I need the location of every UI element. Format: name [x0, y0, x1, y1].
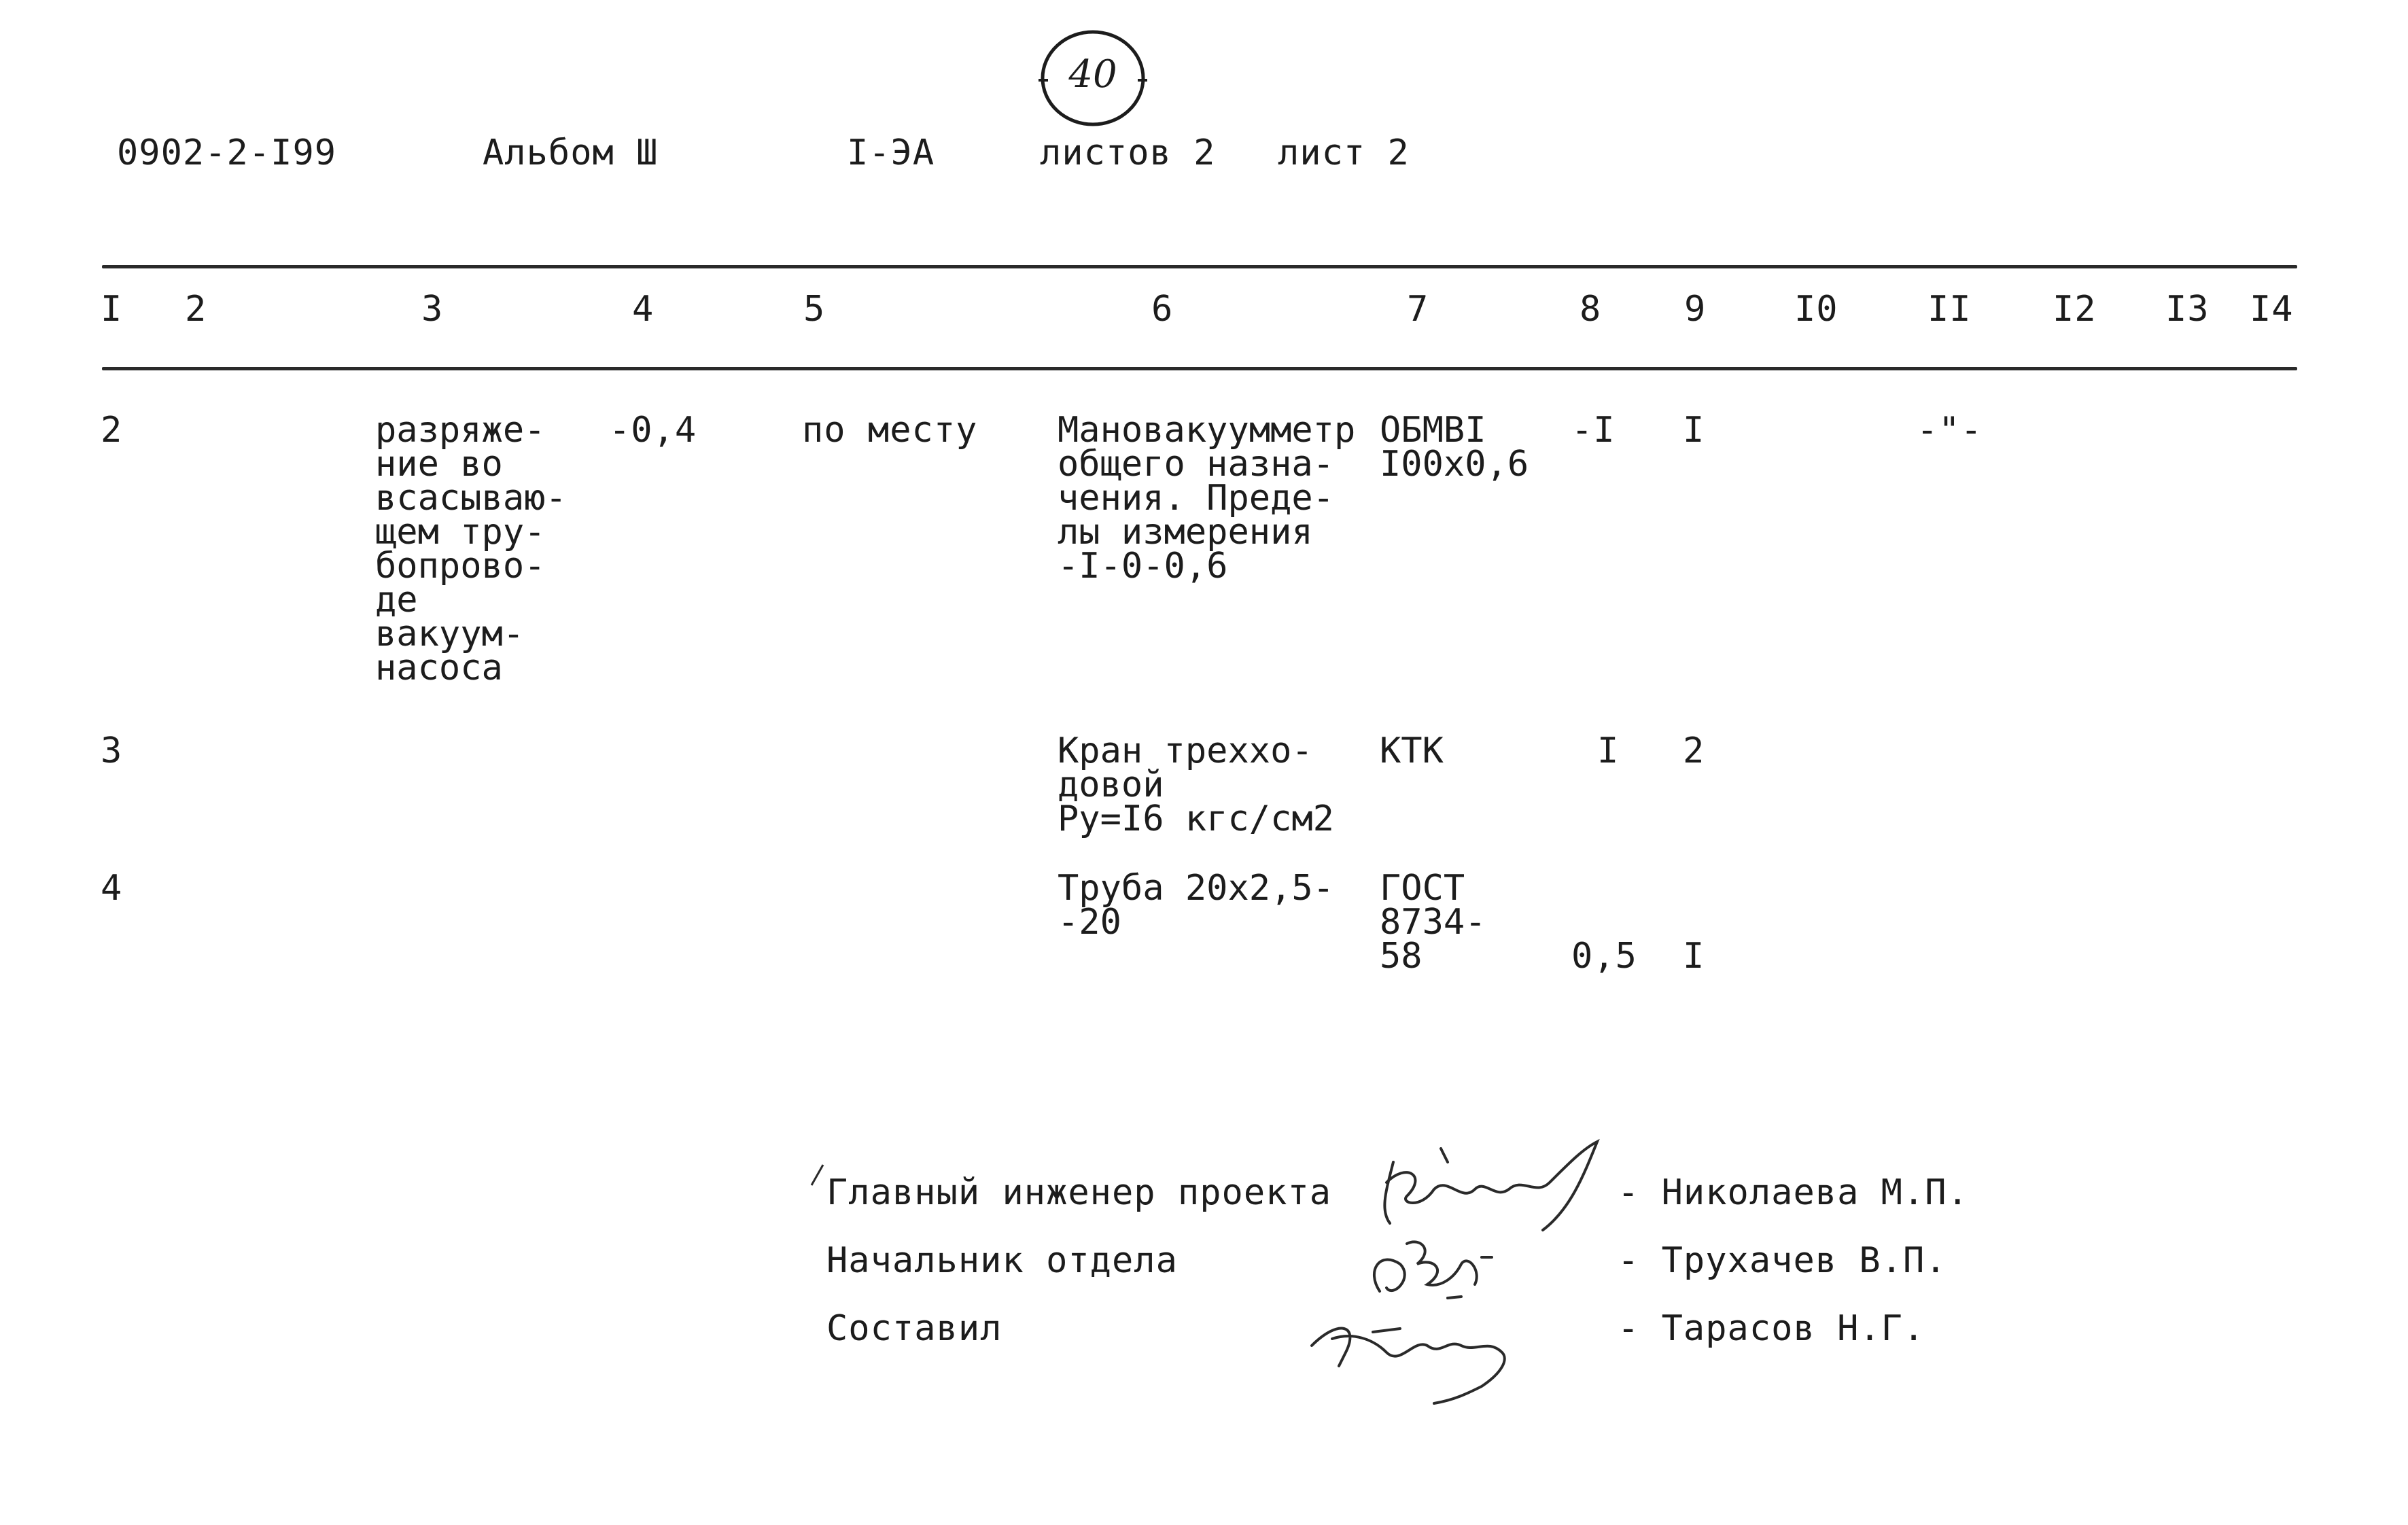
type-line: 58 [1380, 936, 1423, 977]
row-number: 3 [101, 731, 123, 771]
column-header: I [101, 289, 123, 330]
value-cell: -0,4 [609, 410, 697, 451]
signature-name: - Трухачев В.П. [1618, 1240, 1947, 1281]
parameter-line: ние во [375, 444, 503, 485]
row-number: 4 [101, 868, 123, 909]
parameter-line: вакуум- [375, 614, 525, 654]
parameter-line: всасываю- [375, 478, 567, 519]
column-header: 9 [1684, 289, 1707, 330]
place-cell: по месту [802, 410, 978, 451]
column-header: I3 [2165, 289, 2210, 330]
column-header: 8 [1580, 289, 1602, 330]
type-cell [1380, 410, 1529, 485]
signature-name: - Николаева М.П. [1618, 1172, 1969, 1213]
column-header: 2 [185, 289, 207, 330]
sheet-number: лист 2 [1278, 133, 1410, 173]
name-line: чения. Преде- [1058, 478, 1334, 519]
type-cell [1380, 731, 1444, 771]
parameter-line: щем тру- [375, 512, 546, 553]
col8-cell: -I [1571, 410, 1616, 451]
parameter-line: насоса [375, 648, 503, 688]
tick-mark-icon [806, 1162, 826, 1189]
signature-role: Начальник отдела [826, 1240, 1178, 1281]
sheets-total: листов 2 [1040, 133, 1216, 173]
column-header: 7 [1407, 289, 1429, 330]
col11-cell: -"- [1917, 410, 1983, 451]
name-line: Труба 20х2,5- [1058, 868, 1334, 909]
parameter-line: бопрово- [375, 546, 546, 586]
parameter-line: де [375, 580, 418, 620]
column-header: I2 [2053, 289, 2097, 330]
table-top-rule [102, 265, 2297, 268]
mark-label: I-ЭА [847, 133, 935, 173]
column-header: I4 [2250, 289, 2294, 330]
name-line: довой [1058, 765, 1164, 805]
col9-cell: I [1683, 936, 1705, 977]
name-line: Мановакуумметр [1058, 410, 1356, 451]
column-header: 4 [632, 289, 655, 330]
name-line: Ру=I6 кгс/см2 [1058, 799, 1334, 839]
column-header: I0 [1794, 289, 1838, 330]
name-cell [1058, 731, 1334, 839]
row-number: 2 [101, 410, 123, 451]
type-cell [1380, 868, 1486, 977]
name-line: -I-0-0,6 [1058, 546, 1228, 586]
type-line: I00х0,6 [1380, 444, 1529, 485]
column-header: 6 [1151, 289, 1174, 330]
album-label: Альбом Ш [483, 133, 659, 173]
signature-name: - Тарасов Н.Г. [1618, 1308, 1925, 1349]
table-header-rule [102, 367, 2297, 370]
type-line: КТК [1380, 731, 1444, 771]
col9-cell: I [1683, 410, 1705, 451]
col9-cell: 2 [1683, 731, 1705, 771]
col8-cell: I [1597, 731, 1620, 771]
type-line: ГОСТ [1380, 868, 1465, 909]
parameter-line: разряже- [375, 410, 546, 451]
type-line: ОБМВI [1380, 410, 1486, 451]
name-cell [1058, 410, 1356, 586]
name-line: лы измерения [1058, 512, 1313, 553]
name-line: общего назна- [1058, 444, 1334, 485]
page-number: 40 [1068, 52, 1117, 97]
column-header: 5 [803, 289, 826, 330]
column-header: 3 [421, 289, 444, 330]
page-number-stamp [1039, 27, 1147, 129]
signature-role: Главный инженер проекта [826, 1172, 1332, 1213]
name-line: Кран трехxо- [1058, 731, 1313, 771]
name-line: -20 [1058, 902, 1121, 943]
col8-cell: 0,5 [1571, 936, 1637, 977]
handwritten-signature-icon [1298, 1291, 1529, 1407]
document-code: 0902-2-I99 [117, 133, 337, 173]
type-line: 8734- [1380, 902, 1486, 943]
signature-role: Составил [826, 1308, 1002, 1349]
name-cell [1058, 868, 1334, 943]
parameter-cell [375, 410, 567, 688]
column-header: II [1927, 289, 1972, 330]
